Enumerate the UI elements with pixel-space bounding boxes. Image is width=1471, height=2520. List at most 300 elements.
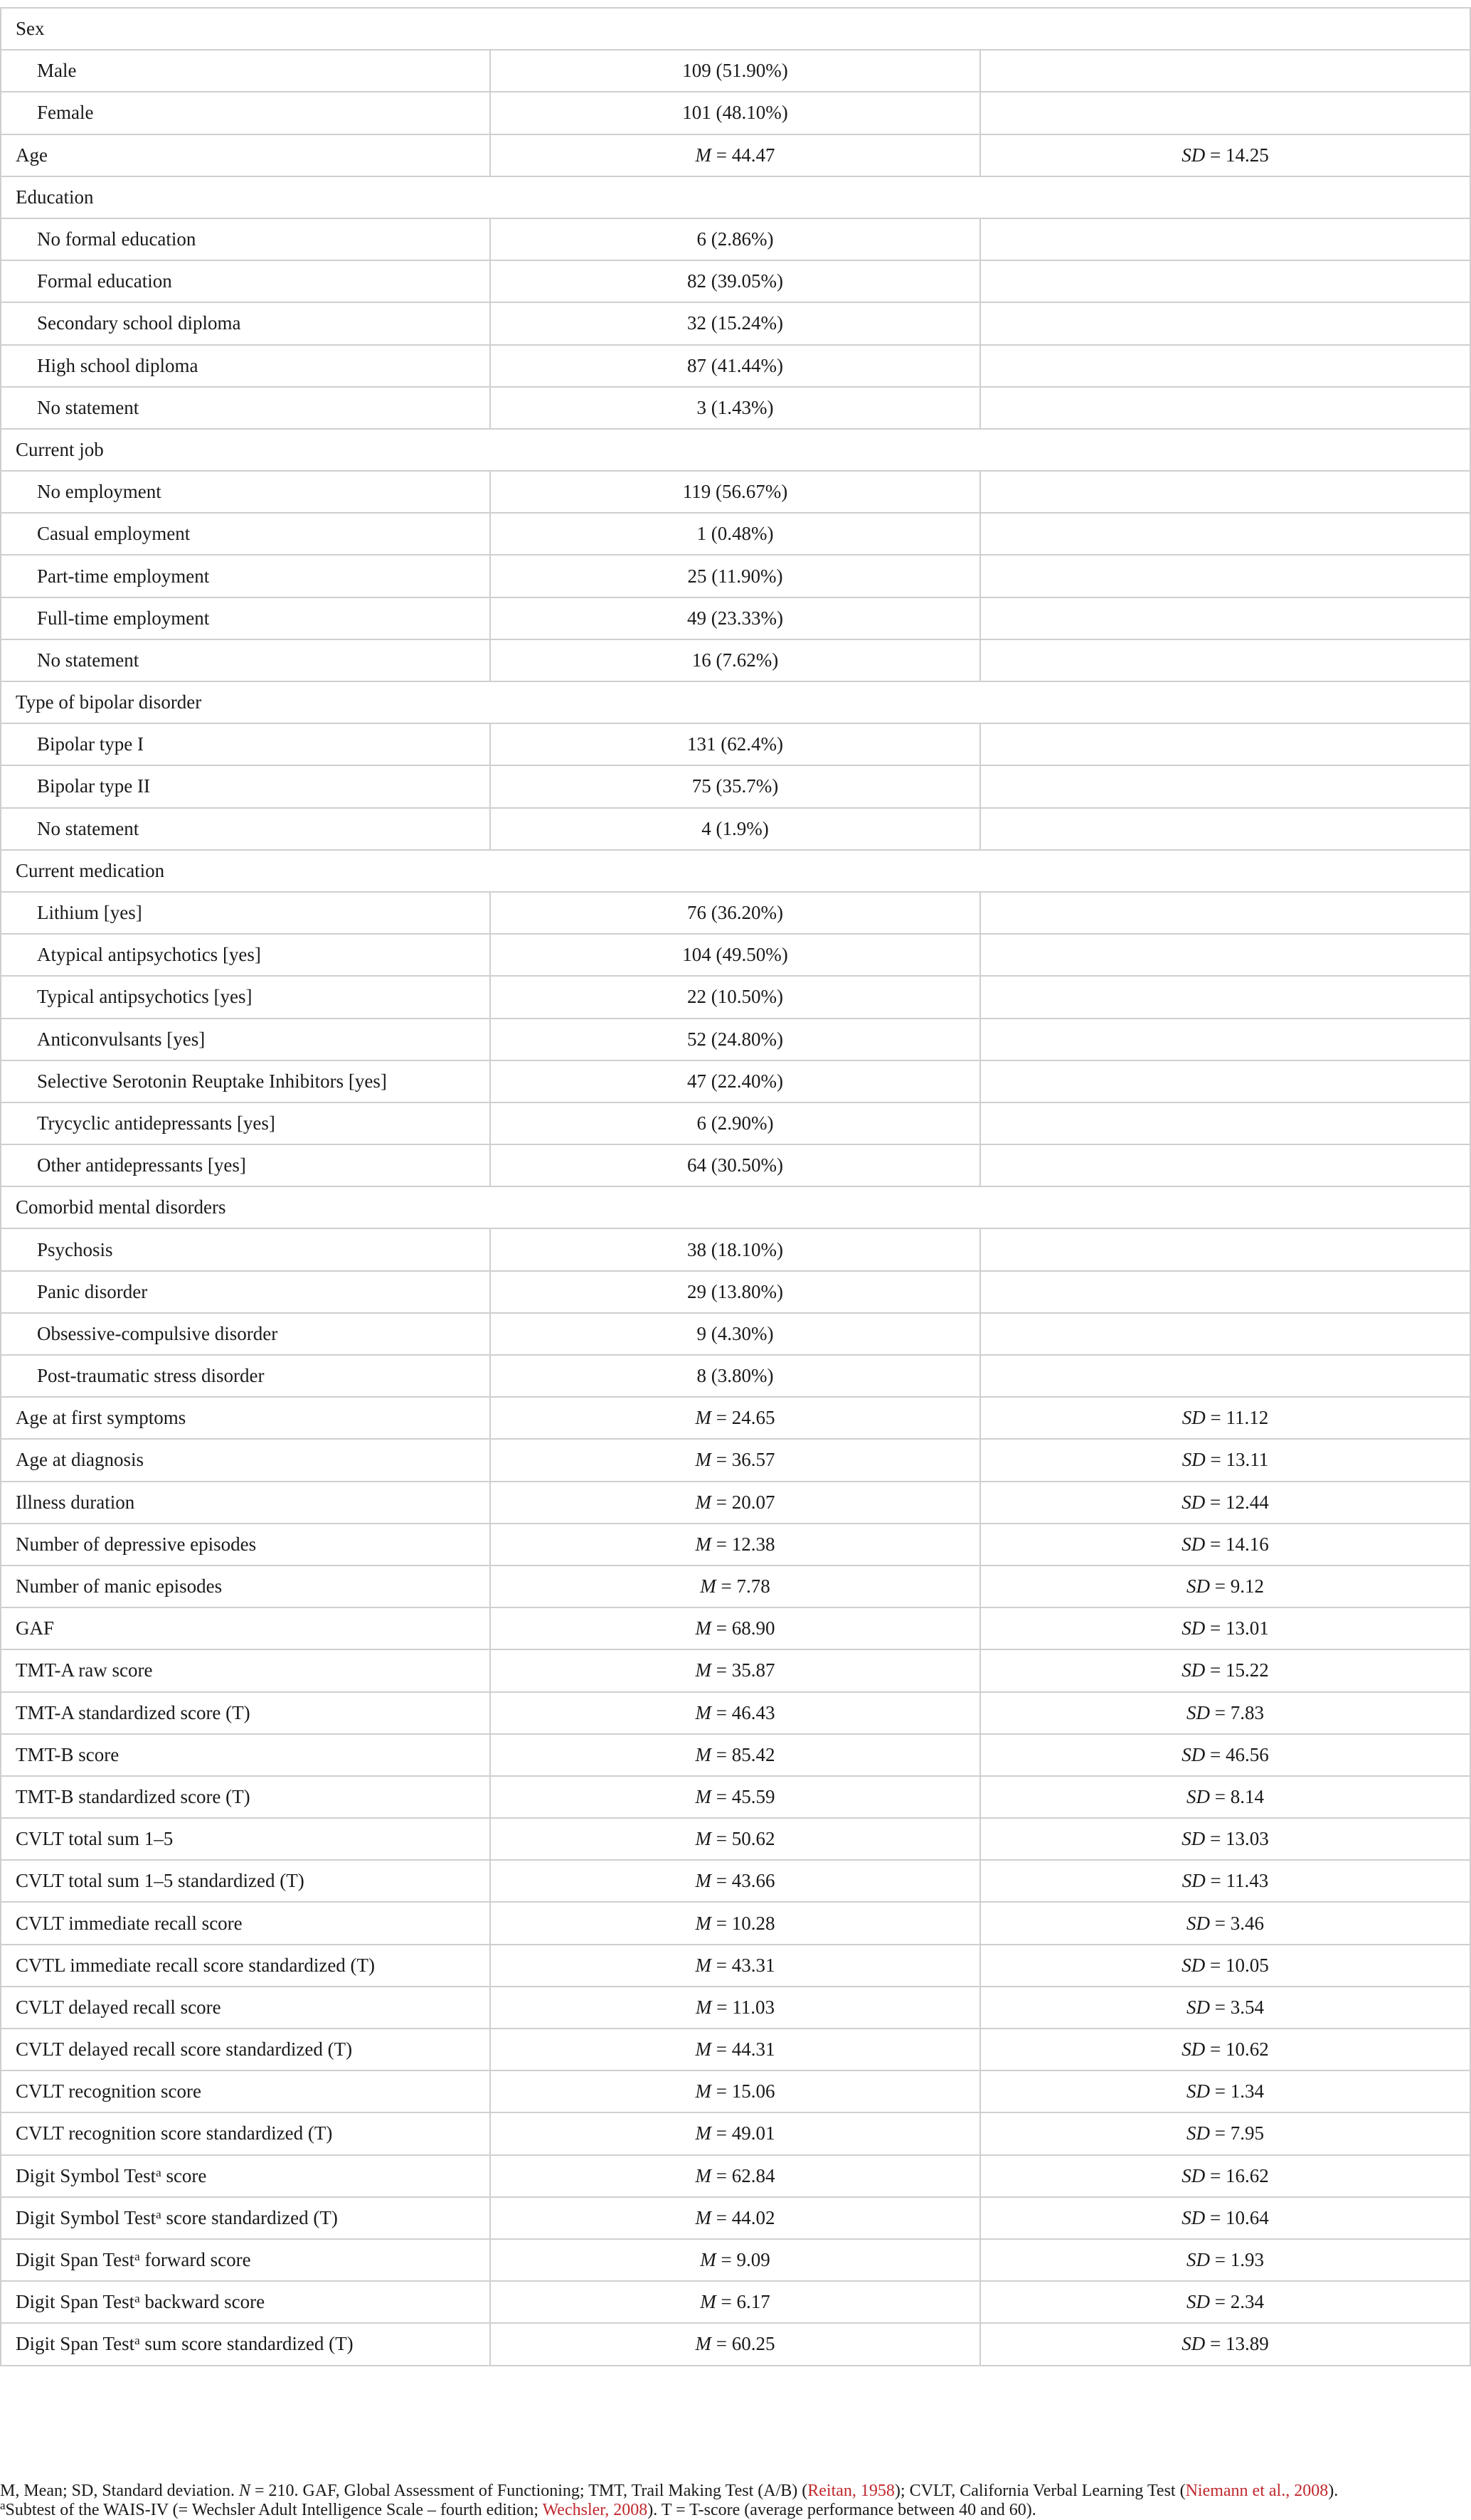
count-cell bbox=[490, 723, 980, 765]
row-label-cell bbox=[1, 345, 490, 387]
equals-sign: = bbox=[711, 2164, 732, 2186]
row-label: Number of manic episodes bbox=[16, 1575, 223, 1597]
empty-cell bbox=[980, 92, 1470, 134]
table-row bbox=[1, 1649, 1470, 1691]
mean-cell bbox=[490, 1439, 980, 1481]
equals-sign: = bbox=[711, 144, 732, 166]
sd-value: 13.01 bbox=[1226, 1617, 1269, 1639]
sd-symbol: SD bbox=[1181, 1407, 1206, 1429]
sd-cell bbox=[980, 1482, 1470, 1524]
count-cell bbox=[490, 513, 980, 555]
empty-cell bbox=[980, 260, 1470, 302]
count-value: 47 (22.40%) bbox=[687, 1070, 783, 1092]
mean-value: 7.78 bbox=[736, 1575, 770, 1597]
mean-symbol: M bbox=[695, 1743, 711, 1765]
empty-cell bbox=[980, 934, 1470, 976]
count-value: 75 (35.7%) bbox=[691, 775, 779, 797]
sd-value: 13.03 bbox=[1226, 1828, 1269, 1850]
row-label-cell bbox=[1, 639, 490, 681]
sd-cell bbox=[980, 134, 1470, 176]
group-heading-label: Sex bbox=[16, 18, 45, 40]
row-label-cell bbox=[1, 92, 490, 134]
mean-cell bbox=[490, 1734, 980, 1776]
mean-symbol: M bbox=[700, 2291, 716, 2313]
equals-sign: = bbox=[711, 2333, 732, 2355]
sd-symbol: SD bbox=[1181, 2164, 1206, 2186]
row-label: Bipolar type I bbox=[37, 733, 144, 755]
mean-cell bbox=[490, 2112, 980, 2154]
mean-cell bbox=[490, 1902, 980, 1944]
equals-sign: = bbox=[711, 1996, 733, 2018]
count-cell bbox=[490, 1228, 980, 1270]
row-label-cell bbox=[1, 2029, 490, 2070]
row-label: TMT-A standardized score (T) bbox=[16, 1701, 250, 1723]
table-row bbox=[1, 765, 1470, 807]
row-label-cell bbox=[1, 1734, 490, 1776]
sd-symbol: SD bbox=[1181, 2206, 1206, 2228]
empty-cell bbox=[980, 471, 1470, 513]
sd-cell bbox=[980, 1524, 1470, 1565]
row-label-cell bbox=[1, 2155, 490, 2197]
mean-symbol: M bbox=[695, 1785, 711, 1807]
demographics-table bbox=[0, 7, 1471, 2366]
mean-symbol: M bbox=[695, 144, 711, 166]
count-cell bbox=[490, 50, 980, 92]
equals-sign: = bbox=[1210, 1912, 1231, 1934]
sd-symbol: SD bbox=[1186, 1575, 1211, 1597]
equals-sign: = bbox=[711, 1659, 732, 1681]
empty-cell bbox=[980, 50, 1470, 92]
table-group-row bbox=[1, 176, 1470, 218]
empty-cell bbox=[980, 1271, 1470, 1313]
sd-cell bbox=[980, 1734, 1470, 1776]
row-label: Female bbox=[37, 102, 94, 124]
count-cell bbox=[490, 92, 980, 134]
row-label: No statement bbox=[37, 649, 139, 671]
equals-sign: = bbox=[711, 1743, 732, 1765]
row-label: Other antidepressants [yes] bbox=[37, 1154, 246, 1176]
row-label-tail: backward score bbox=[139, 2291, 265, 2313]
count-value: 64 (30.50%) bbox=[687, 1154, 783, 1176]
mean-cell bbox=[490, 1649, 980, 1691]
row-label: CVLT immediate recall score bbox=[16, 1912, 243, 1934]
row-label: CVLT total sum 1–5 bbox=[16, 1828, 174, 1850]
sd-value: 11.12 bbox=[1226, 1407, 1269, 1429]
count-value: 38 (18.10%) bbox=[687, 1238, 783, 1260]
table-row bbox=[1, 1228, 1470, 1270]
row-label-cell bbox=[1, 1482, 490, 1524]
empty-cell bbox=[980, 808, 1470, 850]
row-label-cell bbox=[1, 1565, 490, 1607]
group-heading bbox=[1, 1186, 1470, 1228]
mean-value: 62.84 bbox=[731, 2164, 775, 2186]
empty-cell bbox=[980, 345, 1470, 387]
sd-value: 13.11 bbox=[1226, 1449, 1269, 1471]
row-label-cell bbox=[1, 597, 490, 639]
table-row bbox=[1, 92, 1470, 134]
table-row bbox=[1, 2029, 1470, 2070]
mean-cell bbox=[490, 2070, 980, 2112]
sd-symbol: SD bbox=[1186, 1996, 1211, 2018]
table-group-row bbox=[1, 681, 1470, 723]
mean-value: 44.02 bbox=[731, 2206, 775, 2228]
count-cell bbox=[490, 1313, 980, 1355]
count-value: 104 (49.50%) bbox=[682, 944, 788, 966]
row-label-cell bbox=[1, 1228, 490, 1270]
footnote-marker: a bbox=[134, 2334, 140, 2348]
sd-value: 7.95 bbox=[1230, 2122, 1264, 2144]
row-label: TMT-B score bbox=[16, 1743, 120, 1765]
row-label-cell bbox=[1, 2112, 490, 2154]
mean-value: 49.01 bbox=[731, 2122, 775, 2144]
sd-cell bbox=[980, 1818, 1470, 1860]
mean-symbol: M bbox=[695, 2333, 711, 2355]
row-label: Secondary school diploma bbox=[37, 312, 241, 334]
mean-symbol: M bbox=[696, 1996, 712, 2018]
mean-cell bbox=[490, 1397, 980, 1439]
footnote-text: Subtest of the WAIS-IV (= Wechsler Adult Intelligence Scale – fourth edition; bbox=[5, 2501, 543, 2519]
equals-sign: = bbox=[711, 1617, 732, 1639]
row-label-cell bbox=[1, 1902, 490, 1944]
mean-symbol: M bbox=[700, 1575, 716, 1597]
count-value: 29 (13.80%) bbox=[687, 1280, 783, 1302]
sd-symbol: SD bbox=[1181, 1954, 1206, 1976]
row-label-cell bbox=[1, 808, 490, 850]
row-label: Panic disorder bbox=[37, 1280, 148, 1302]
row-label-cell bbox=[1, 218, 490, 260]
group-heading-label: Type of bipolar disorder bbox=[16, 691, 202, 713]
empty-cell bbox=[980, 302, 1470, 344]
equals-sign: = bbox=[1205, 1617, 1226, 1639]
equals-sign: = bbox=[1205, 1870, 1226, 1892]
footnote-marker: a bbox=[156, 2165, 161, 2179]
table-row bbox=[1, 2239, 1470, 2281]
sd-symbol: SD bbox=[1181, 2333, 1206, 2355]
count-value: 49 (23.33%) bbox=[687, 607, 783, 629]
group-heading bbox=[1, 8, 1470, 50]
mean-symbol: M bbox=[695, 1954, 711, 1976]
count-value: 4 (1.9%) bbox=[701, 817, 769, 839]
table-row bbox=[1, 639, 1470, 681]
sd-symbol: SD bbox=[1186, 1701, 1211, 1723]
table-footnotes bbox=[0, 2482, 1471, 2520]
row-label: CVLT delayed recall score standardized (T) bbox=[16, 2038, 353, 2061]
row-label: Anticonvulsants [yes] bbox=[37, 1028, 206, 1050]
equals-sign: = bbox=[711, 1785, 732, 1807]
row-label: CVLT recognition score bbox=[16, 2080, 201, 2102]
row-label-cell bbox=[1, 260, 490, 302]
row-label-cell bbox=[1, 1439, 490, 1481]
table-row bbox=[1, 892, 1470, 934]
table-row bbox=[1, 134, 1470, 176]
sd-value: 15.22 bbox=[1226, 1659, 1269, 1681]
sd-cell bbox=[980, 1607, 1470, 1649]
table-row bbox=[1, 2155, 1470, 2197]
mean-cell bbox=[490, 2155, 980, 2197]
row-label: Digit Span Test bbox=[16, 2291, 135, 2313]
row-label-cell bbox=[1, 555, 490, 597]
table-row bbox=[1, 1102, 1470, 1144]
mean-value: 10.28 bbox=[731, 1912, 775, 1934]
row-label: Post-traumatic stress disorder bbox=[37, 1365, 265, 1387]
count-value: 87 (41.44%) bbox=[687, 354, 783, 376]
row-label: Trycyclic antidepressants [yes] bbox=[37, 1112, 275, 1134]
table-row bbox=[1, 1397, 1470, 1439]
sd-symbol: SD bbox=[1186, 2291, 1211, 2313]
footnote-marker: a bbox=[156, 2207, 161, 2221]
row-label: High school diploma bbox=[37, 354, 198, 376]
sd-symbol: SD bbox=[1181, 1449, 1206, 1471]
count-cell bbox=[490, 597, 980, 639]
count-cell bbox=[490, 555, 980, 597]
row-label-cell bbox=[1, 134, 490, 176]
row-label: CVLT recognition score standardized (T) bbox=[16, 2122, 333, 2144]
sd-cell bbox=[980, 1987, 1470, 2029]
table-row bbox=[1, 345, 1470, 387]
table-row bbox=[1, 934, 1470, 976]
count-cell bbox=[490, 218, 980, 260]
mean-cell bbox=[490, 1524, 980, 1565]
count-cell bbox=[490, 639, 980, 681]
row-label: CVTL immediate recall score standardized (T) bbox=[16, 1954, 376, 1976]
equals-sign: = bbox=[1210, 2249, 1231, 2271]
row-label-tail: score bbox=[161, 2164, 207, 2186]
count-cell bbox=[490, 892, 980, 934]
row-label-cell bbox=[1, 1524, 490, 1565]
table-body bbox=[1, 8, 1470, 2366]
mean-symbol: M bbox=[700, 2249, 716, 2271]
row-label-cell bbox=[1, 976, 490, 1018]
count-value: 3 (1.43%) bbox=[696, 396, 774, 418]
sd-value: 13.89 bbox=[1226, 2333, 1269, 2355]
equals-sign: = bbox=[711, 1533, 732, 1555]
sd-value: 10.62 bbox=[1226, 2038, 1269, 2061]
row-label: Part-time employment bbox=[37, 565, 210, 587]
mean-symbol: M bbox=[695, 1449, 711, 1471]
equals-sign: = bbox=[1205, 1954, 1226, 1976]
sd-symbol: SD bbox=[1181, 1617, 1206, 1639]
row-label: Digit Span Test bbox=[16, 2333, 135, 2355]
mean-value: 24.65 bbox=[731, 1407, 775, 1429]
row-label-cell bbox=[1, 934, 490, 976]
row-label: Age bbox=[16, 144, 48, 166]
mean-cell bbox=[490, 1482, 980, 1524]
table-row bbox=[1, 1019, 1470, 1060]
citation-link[interactable]: Reitan, 1958 bbox=[807, 2482, 895, 2500]
count-cell bbox=[490, 471, 980, 513]
row-label: CVLT total sum 1–5 standardized (T) bbox=[16, 1870, 304, 1892]
sd-symbol: SD bbox=[1181, 2038, 1206, 2061]
row-label: Digit Span Test bbox=[16, 2249, 135, 2271]
mean-symbol: M bbox=[695, 1617, 711, 1639]
footnote-text: = 210. GAF, Global Assessment of Functioning; TMT, Trail Making Test (A/B) ( bbox=[250, 2482, 808, 2500]
row-label-cell bbox=[1, 2070, 490, 2112]
sd-cell bbox=[980, 1565, 1470, 1607]
empty-cell bbox=[980, 1102, 1470, 1144]
table-row bbox=[1, 1313, 1470, 1355]
citation-link[interactable]: Wechsler, 2008 bbox=[542, 2501, 648, 2519]
sd-value: 11.43 bbox=[1226, 1870, 1269, 1892]
table-row bbox=[1, 302, 1470, 344]
table-row bbox=[1, 2323, 1470, 2365]
mean-value: 44.47 bbox=[731, 144, 775, 166]
equals-sign: = bbox=[1205, 144, 1226, 166]
row-label-cell bbox=[1, 1060, 490, 1102]
count-value: 101 (48.10%) bbox=[682, 102, 788, 124]
sd-cell bbox=[980, 1945, 1470, 1987]
table-row bbox=[1, 1776, 1470, 1818]
sd-cell bbox=[980, 1860, 1470, 1902]
group-heading bbox=[1, 429, 1470, 471]
sd-value: 14.16 bbox=[1226, 1533, 1269, 1555]
mean-symbol: M bbox=[695, 1701, 711, 1723]
row-label: Psychosis bbox=[37, 1238, 113, 1260]
row-label-cell bbox=[1, 2281, 490, 2323]
mean-value: 43.66 bbox=[731, 1870, 775, 1892]
row-label: Age at diagnosis bbox=[16, 1449, 144, 1471]
mean-symbol: M bbox=[695, 2122, 711, 2144]
count-value: 1 (0.48%) bbox=[696, 523, 774, 545]
equals-sign: = bbox=[711, 1449, 732, 1471]
sd-value: 14.25 bbox=[1226, 144, 1269, 166]
row-label-cell bbox=[1, 2239, 490, 2281]
sd-value: 12.44 bbox=[1226, 1491, 1269, 1513]
mean-value: 46.43 bbox=[731, 1701, 775, 1723]
row-label-cell bbox=[1, 2197, 490, 2239]
row-label-tail: score standardized (T) bbox=[161, 2206, 338, 2228]
footnote-marker: a bbox=[134, 2250, 140, 2264]
row-label-cell bbox=[1, 302, 490, 344]
row-label-cell bbox=[1, 1019, 490, 1060]
sd-value: 2.34 bbox=[1230, 2291, 1264, 2313]
mean-value: 15.06 bbox=[731, 2080, 775, 2102]
sd-symbol: SD bbox=[1181, 1828, 1206, 1850]
equals-sign: = bbox=[1205, 2038, 1226, 2061]
sd-cell bbox=[980, 2029, 1470, 2070]
empty-cell bbox=[980, 218, 1470, 260]
count-value: 22 (10.50%) bbox=[687, 986, 783, 1008]
table-row bbox=[1, 1565, 1470, 1607]
row-label-cell bbox=[1, 1607, 490, 1649]
sd-cell bbox=[980, 1692, 1470, 1734]
row-label: Digit Symbol Test bbox=[16, 2164, 156, 2186]
table-row bbox=[1, 597, 1470, 639]
mean-symbol: M bbox=[695, 2038, 711, 2061]
equals-sign: = bbox=[1210, 1701, 1231, 1723]
table-row bbox=[1, 1987, 1470, 2029]
table-row bbox=[1, 1482, 1470, 1524]
footnote-italic: N bbox=[238, 2482, 250, 2500]
table-row bbox=[1, 387, 1470, 429]
table-row bbox=[1, 50, 1470, 92]
sd-symbol: SD bbox=[1186, 1912, 1211, 1934]
sd-cell bbox=[980, 1776, 1470, 1818]
row-label-cell bbox=[1, 1776, 490, 1818]
count-value: 25 (11.90%) bbox=[687, 565, 783, 587]
sd-value: 7.83 bbox=[1230, 1701, 1264, 1723]
row-label: Formal education bbox=[37, 270, 172, 292]
sd-symbol: SD bbox=[1186, 1785, 1211, 1807]
row-label: Age at first symptoms bbox=[16, 1407, 186, 1429]
row-label-cell bbox=[1, 471, 490, 513]
equals-sign: = bbox=[1205, 1743, 1226, 1765]
equals-sign: = bbox=[716, 2249, 737, 2271]
equals-sign: = bbox=[1205, 1491, 1226, 1513]
count-value: 6 (2.86%) bbox=[696, 228, 774, 250]
sd-cell bbox=[980, 2070, 1470, 2112]
sd-value: 10.05 bbox=[1226, 1954, 1269, 1976]
count-cell bbox=[490, 1060, 980, 1102]
mean-cell bbox=[490, 2323, 980, 2365]
equals-sign: = bbox=[711, 1491, 732, 1513]
table-row bbox=[1, 1439, 1470, 1481]
row-label-cell bbox=[1, 1860, 490, 1902]
row-label: Atypical antipsychotics [yes] bbox=[37, 944, 261, 966]
empty-cell bbox=[980, 723, 1470, 765]
table-group-row bbox=[1, 850, 1470, 892]
mean-cell bbox=[490, 134, 980, 176]
sd-symbol: SD bbox=[1181, 1659, 1206, 1681]
sd-symbol: SD bbox=[1181, 1870, 1206, 1892]
row-label-cell bbox=[1, 892, 490, 934]
count-value: 6 (2.90%) bbox=[696, 1112, 774, 1134]
mean-cell bbox=[490, 2239, 980, 2281]
row-label-cell bbox=[1, 1818, 490, 1860]
group-heading-label: Education bbox=[16, 186, 94, 208]
empty-cell bbox=[980, 1228, 1470, 1270]
equals-sign: = bbox=[1205, 1828, 1226, 1850]
count-cell bbox=[490, 387, 980, 429]
table-row bbox=[1, 260, 1470, 302]
row-label-cell bbox=[1, 723, 490, 765]
mean-value: 44.31 bbox=[731, 2038, 775, 2061]
mean-symbol: M bbox=[695, 1533, 711, 1555]
row-label-cell bbox=[1, 1144, 490, 1186]
sd-value: 3.46 bbox=[1230, 1912, 1264, 1934]
equals-sign: = bbox=[711, 1870, 732, 1892]
table-row bbox=[1, 1860, 1470, 1902]
row-label-tail: forward score bbox=[139, 2249, 251, 2271]
group-heading-label: Current medication bbox=[16, 859, 165, 881]
equals-sign: = bbox=[1210, 1575, 1231, 1597]
empty-cell bbox=[980, 1019, 1470, 1060]
row-label: Male bbox=[37, 60, 77, 82]
row-label: TMT-B standardized score (T) bbox=[16, 1785, 250, 1807]
footnote-text: ); CVLT, California Verbal Learning Test ( bbox=[894, 2482, 1186, 2500]
row-label: No statement bbox=[37, 396, 139, 418]
table-row bbox=[1, 1734, 1470, 1776]
row-label-cell bbox=[1, 1355, 490, 1397]
equals-sign: = bbox=[711, 1701, 732, 1723]
citation-link[interactable]: Niemann et al., 2008 bbox=[1185, 2482, 1329, 2500]
table-row bbox=[1, 1818, 1470, 1860]
row-label: Typical antipsychotics [yes] bbox=[37, 986, 253, 1008]
mean-value: 20.07 bbox=[731, 1491, 775, 1513]
row-label: TMT-A raw score bbox=[16, 1659, 153, 1681]
row-label: Lithium [yes] bbox=[37, 902, 142, 924]
footnote-line-1 bbox=[0, 2482, 1471, 2501]
mean-symbol: M bbox=[695, 1912, 711, 1934]
equals-sign: = bbox=[711, 1828, 732, 1850]
equals-sign: = bbox=[1210, 2080, 1231, 2102]
sd-value: 1.34 bbox=[1230, 2080, 1264, 2102]
equals-sign: = bbox=[711, 2038, 732, 2061]
equals-sign: = bbox=[1210, 1785, 1231, 1807]
sd-symbol: SD bbox=[1181, 144, 1206, 166]
equals-sign: = bbox=[1210, 2122, 1231, 2144]
row-label-cell bbox=[1, 1987, 490, 2029]
empty-cell bbox=[980, 1060, 1470, 1102]
